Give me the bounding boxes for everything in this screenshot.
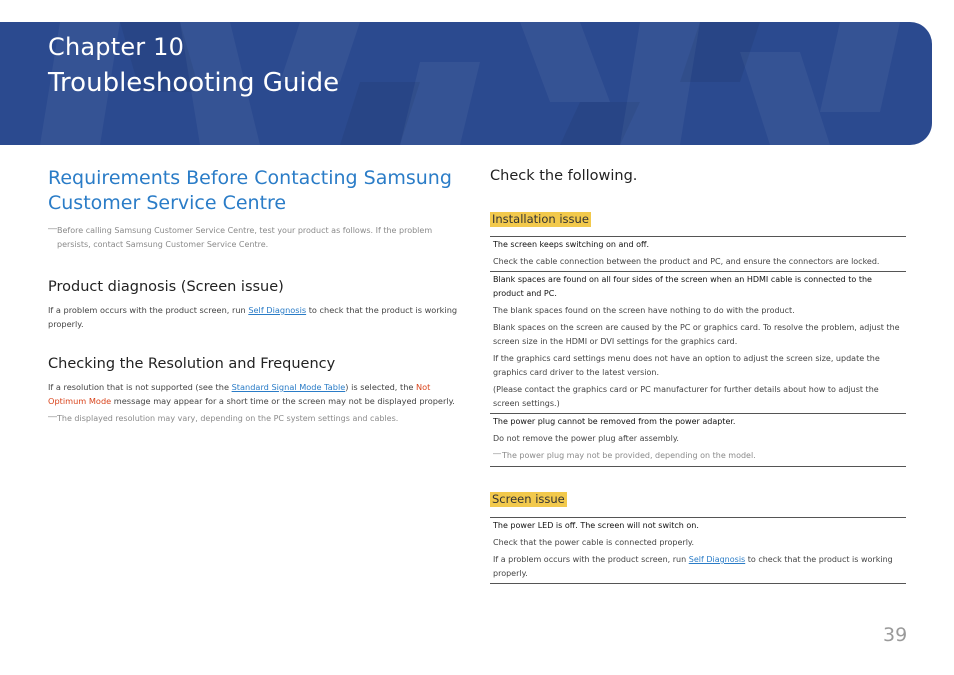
issue-group-power-plug [490, 413, 906, 466]
issue-solution: Do not remove the power plug after assembly. [493, 434, 679, 443]
right-column [490, 166, 906, 584]
issue-group-blank-spaces [490, 271, 906, 413]
diagnosis-text-start: If a problem occurs with the product screen, run [48, 305, 249, 315]
issue-header: The screen keeps switching on and off. [493, 240, 650, 249]
resolution-heading: Checking the Resolution and Frequency [48, 356, 336, 372]
issue-solution: Check the cable connection between the product and PC, and ensure the connectors are locked. [493, 257, 880, 266]
issue-group-power-led [490, 518, 906, 583]
resolution-text-1: If a resolution that is not supported (see the [48, 382, 232, 392]
issue-solution: Blank spaces on the screen are caused by the PC or graphics card. To resolve the problem, adjust the screen size in the HDMI or DVI settings for the graphics card. [493, 323, 900, 346]
issue-solution: If the graphics card settings menu does not have an option to adjust the screen size, update the graphics card driver to the latest version. [493, 354, 880, 377]
installation-issue-label: Installation issue [492, 212, 589, 226]
note-dash: ― [493, 449, 501, 458]
issue-solution [490, 552, 906, 583]
resolution-note [48, 412, 468, 426]
check-heading: Check the following. [490, 168, 638, 184]
resolution-text [48, 380, 468, 408]
issue-solution: Check that the power cable is connected properly. [493, 538, 695, 547]
left-column [48, 166, 468, 426]
issue-header: Blank spaces are found on all four sides of the screen when an HDMI cable is connected to the product and PC. [493, 275, 872, 298]
resolution-text-3: message may appear for a short time or the screen may not be displayed properly. [111, 396, 455, 406]
power-plug-note-text: The power plug may not be provided, depending on the model. [502, 451, 756, 460]
issue-header: The power plug cannot be removed from the power adapter. [493, 417, 736, 426]
standard-signal-mode-table-link[interactable]: Standard Signal Mode Table [231, 382, 346, 392]
screen-issue-table [490, 517, 906, 584]
diagnosis-text [48, 303, 468, 331]
chapter-title: Troubleshooting Guide [48, 68, 340, 98]
issue-solution: The blank spaces found on the screen have nothing to do with the product. [493, 306, 795, 315]
screen-solution-end: to check that the product is working properly. [493, 555, 893, 578]
resolution-note-text: The displayed resolution may vary, depending on the PC system settings and cables. [57, 414, 399, 423]
self-diagnosis-link[interactable]: Self Diagnosis [688, 555, 746, 564]
page-number: 39 [883, 624, 908, 646]
intro-note [48, 224, 468, 252]
installation-issue-table [490, 236, 906, 467]
power-plug-note [490, 448, 906, 466]
diagnosis-text-end: to check that the product is working properly. [48, 305, 458, 329]
resolution-text-2: ) is selected, the [345, 382, 417, 392]
not-optimum-mode-text: Not Optimum Mode [48, 382, 431, 406]
section-heading: Requirements Before Contacting Samsung Customer Service Centre [48, 167, 452, 214]
note-dash: ― [48, 412, 57, 422]
screen-issue-label: Screen issue [492, 492, 565, 506]
intro-note-text: Before calling Samsung Customer Service Centre, test your product as follows. If the problem persists, contact Samsung Customer Service Centre. [57, 226, 433, 249]
self-diagnosis-link[interactable]: Self Diagnosis [248, 305, 307, 315]
note-dash: ― [48, 224, 57, 234]
issue-header: The power LED is off. The screen will not switch on. [493, 521, 699, 530]
issue-group-switching [490, 237, 906, 271]
issue-solution: (Please contact the graphics card or PC manufacturer for further details about how to adjust the screen settings.) [493, 385, 879, 408]
chapter-banner [0, 22, 932, 145]
chapter-number: Chapter 10 [48, 33, 185, 61]
screen-solution-start: If a problem occurs with the product screen, run [493, 555, 689, 564]
diagnosis-heading: Product diagnosis (Screen issue) [48, 279, 284, 295]
